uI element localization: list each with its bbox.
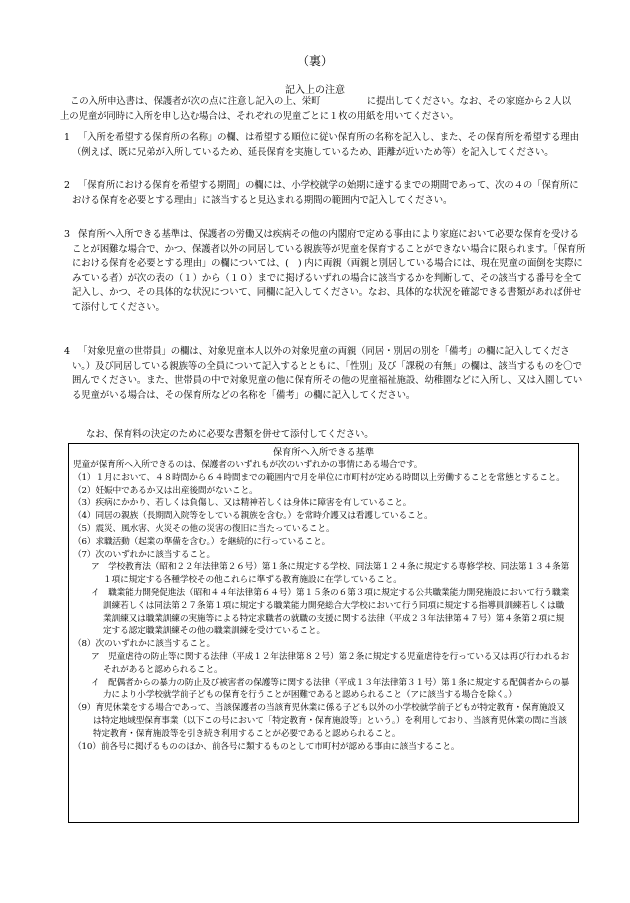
note-number: 2 [64, 180, 70, 191]
note-item-4 [64, 345, 586, 403]
note-number: 3 [64, 229, 70, 240]
note-text: 保育所へ入所できる基準は、保護者の労働又は疾病その他の内閣府で定める事由により家庭において必要な保育を受けることが困難な場合で、かつ、保護者以外の同居している親族等が児童を保育することができない場合に限られます。「保育所における保育を必要とする理由」の欄については、( ) 内に両親（両親と別居している場合には、現在児童の面倒を実際にみている者）が次の表の（１）から（１０）までに掲げるいずれの場合に該当するかを判断して、その該当する番号を全て記入し、かつ、その具体的な状況について、同欄に記入してください。なお、具体的な状況を確認できる書類があれば併せて添付してください。 [72, 229, 586, 313]
criterion-2: （2）妊娠中であるか又は出産後間がないこと。 [73, 485, 258, 496]
footer-note: なお、保育料の決定のために必要な書類を併せて添付してください。 [86, 429, 374, 440]
note-text: 「保育所における保育を希望する期間」の欄には、小学校就学の始期に達するまでの期間であって、次の４の「保育所における保育を必要とする理由」に該当すると見込まれる期間の範囲内で記入してください。 [72, 180, 579, 206]
note-number: 1 [64, 132, 70, 143]
note-item-2 [64, 179, 586, 208]
criterion-4: （4）同居の親族（長期間入院等をしている親族を含む。）を常時介護又は看護していること。 [73, 511, 433, 522]
criterion-1: （1）１月において、４８時間から６４時間までの範囲内で月を単位に市町村が定める時間以上労働することを常態とすること。 [73, 472, 565, 483]
intro-paragraph: この入所申込書は、保護者が次の点に注意し記入の上、栄町 に提出してください。なお、その家庭から２人以上の児童が同時に入所を申し込む場合は、それぞれの児童ごとに１枚の用紙を用いてください。 [60, 96, 571, 122]
criterion-7: （7）次のいずれかに該当すること。 [73, 549, 215, 560]
criteria-lead: 児童が保育所へ入所できるのは、保護者のいずれもが次のいずれかの事情にある場合です。 [73, 460, 423, 470]
criterion-7a: ア 学校教育法（昭和２２年法律第２６号）第１条に規定する学校、同法第１２４条に規定する専修学校、同法第１３４条第１項に規定する各種学校その他これらに準ずる教育施設に在学していること。 [91, 562, 570, 586]
criteria-box [68, 443, 579, 823]
criterion-9: （9）育児休業をする場合であって、当該保護者の当該育児休業に係る子ども以外の小学校就学前子どもが特定教育・保育施設又は特定地域型保育事業（以下この号において「特定教育・保育施設等」という。）を利用しており、当該育児休業の間に当該特定教育・保育施設等を引き続き利用することが必要であると認められること。 [73, 703, 567, 739]
section-heading: 記入上の注意 [285, 85, 345, 96]
criteria-list [69, 459, 578, 753]
page-title: （裏） [296, 54, 333, 68]
note-text: 「入所を希望する保育所の名称」の欄、は希望する順位に従い保育所の名称を記入し、また、その保育所を希望する理由（例えば、既に兄弟が入所しているため、延長保育を実施しているため、距離が近いため等）を記入してください。 [72, 132, 579, 158]
criterion-8i: イ 配偶者からの暴力の防止及び被害者の保護等に関する法律（平成１３年法律第３１号）第１条に規定する配偶者からの暴力により小学校就学前子どもの保育を行うことが困難であると認められること（アに該当する場合を除く。） [91, 677, 570, 701]
criteria-title: 保育所へ入所できる基準 [272, 447, 375, 458]
note-item-3 [64, 228, 586, 316]
note-number: 4 [64, 346, 70, 357]
criterion-10: （10）前各号に掲げるもののほか、前各号に類するものとして市町村が認める事由に該当すること。 [73, 741, 460, 752]
criterion-8: （8）次のいずれかに該当すること。 [73, 639, 215, 650]
note-item-1 [64, 131, 586, 160]
criterion-3: （3）疾病にかかり、若しくは負傷し、又は精神若しくは身体に障害を有していること。 [73, 498, 412, 509]
criterion-6: （6）求職活動（起業の準備を含む。）を継続的に行っていること。 [73, 536, 331, 547]
criterion-8a: ア 児童虐待の防止等に関する法律（平成１２年法律第８２号）第２条に規定する児童虐待を行っている又は再び行われるおそれがあると認められること。 [91, 651, 570, 675]
criterion-5: （5）震災、風水害、火災その他の災害の復旧に当たっていること。 [73, 523, 335, 534]
note-text: 「対象児童の世帯員」の欄は、対象児童本人以外の対象児童の両親（同居・別居の別を「備考」の欄に記入してください。）及び同居している親族等の全員について記入するとともに、「性別」及び「課税の有無」の欄は、該当するものを〇で囲んでください。また、世帯員の中で対象児童の他に保育所その他の児童福祉施設、幼稚園などに入所し、又は入園している児童がいる場合は、その保育所などの名称を「備考」の欄に記入してください。 [72, 346, 583, 401]
criterion-7i: イ 職業能力開発促進法（昭和４４年法律第６４号）第１５条の６第３項に規定する公共職業能力開発施設において行う職業訓練若しくは同法第２７条第１項に規定する職業能力開発総合大学校において行う同項に規定する指導員訓練若しくは職業訓練又は職業訓練の実施等による特定求職者の就職の支援に関する法律（平成２３年法律第４７号）第４条第２項に規定する認定職業訓練その他の職業訓練を受けていること。 [91, 587, 570, 637]
